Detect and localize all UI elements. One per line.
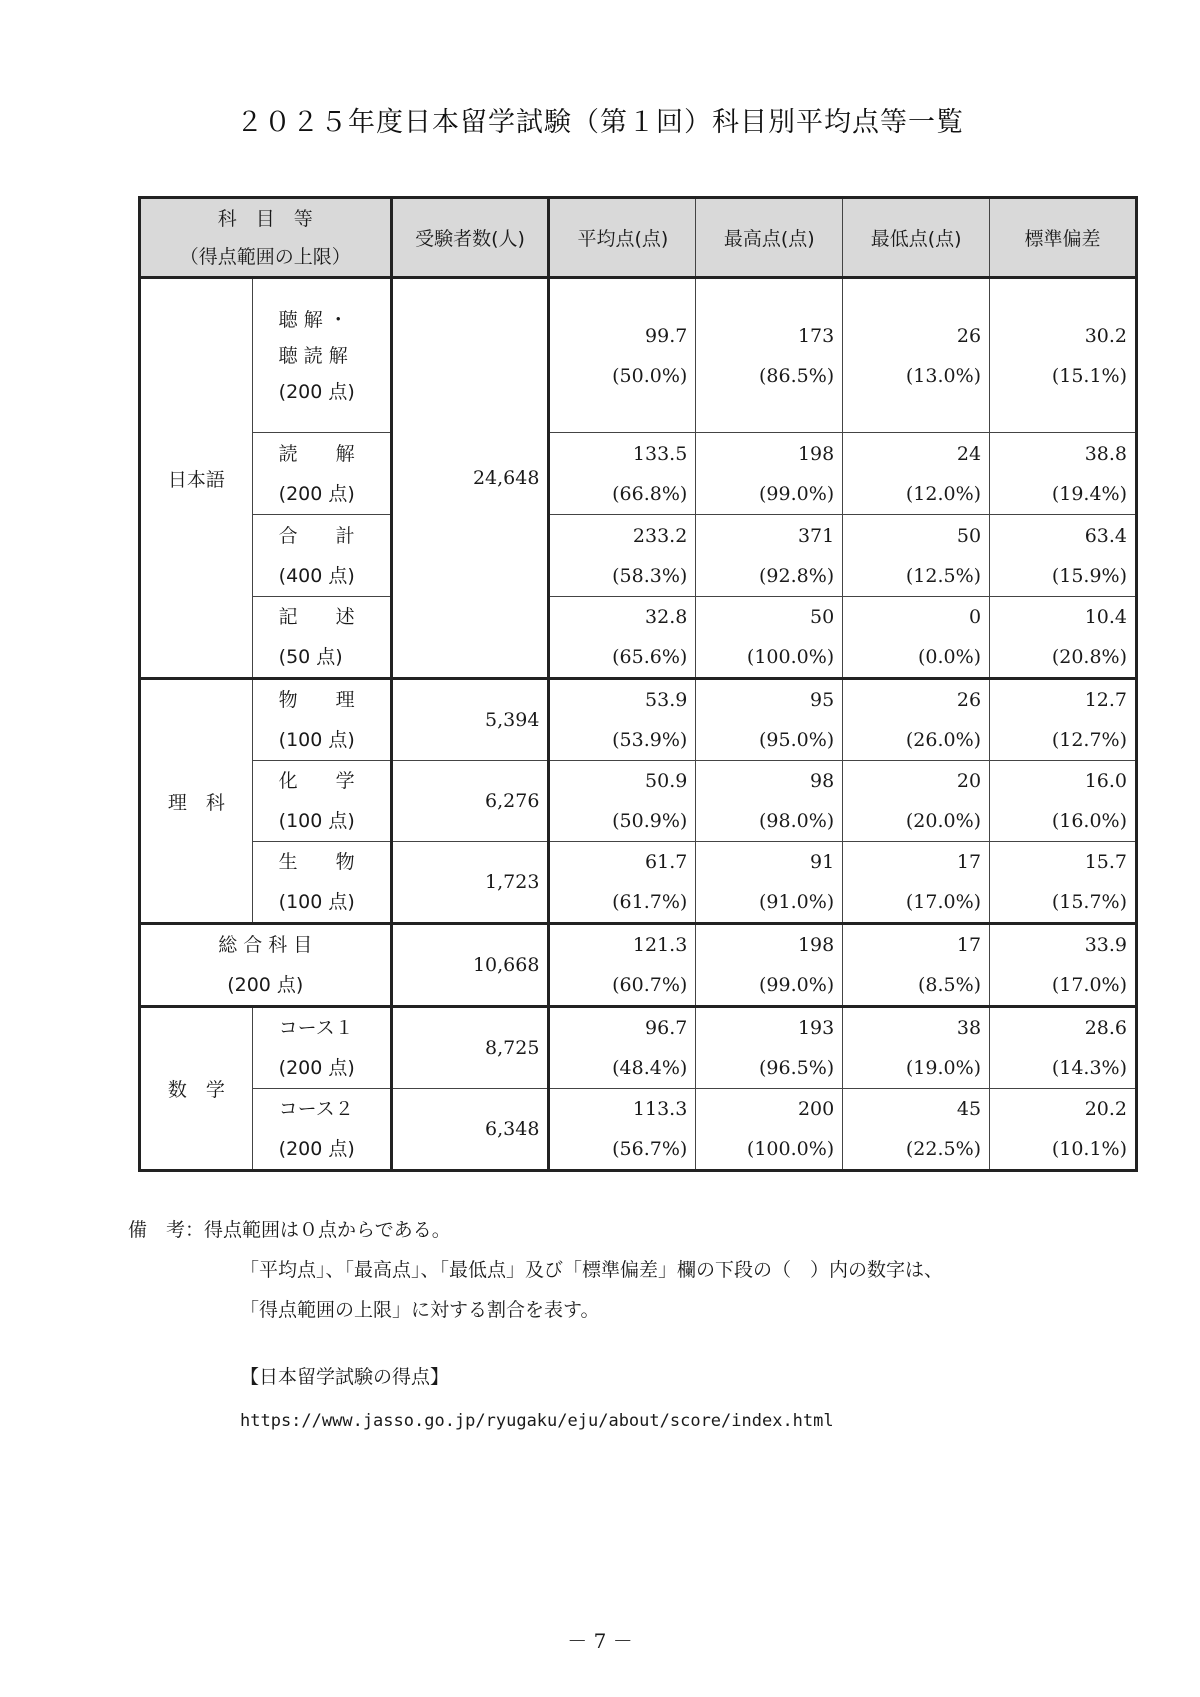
min-cell: 17 (17.0%) [843, 842, 990, 924]
group-label-japanese: 日本語 [140, 278, 253, 679]
min-cell: 26 (13.0%) [843, 278, 990, 433]
sd-cell: 10.4 (20.8%) [990, 597, 1137, 679]
examinee-count: 24,648 [391, 278, 549, 679]
group-label-math: 数 学 [140, 1007, 253, 1171]
min-cell: 38 (19.0%) [843, 1007, 990, 1089]
sd-cell: 12.7 (12.7%) [990, 679, 1137, 761]
sd-cell: 15.7 (15.7%) [990, 842, 1137, 924]
page-title: ２０２５年度日本留学試験（第１回）科目別平均点等一覧 [236, 107, 964, 138]
mean-cell: 233.2 (58.3%) [549, 515, 696, 597]
table-row [140, 278, 1137, 433]
reference-url[interactable]: https://www.jasso.go.jp/ryugaku/eju/about/score/index.html [240, 1411, 834, 1431]
header-min: 最低点(点) [843, 198, 990, 278]
subject-cell: 物 理 (100 点) [252, 679, 391, 761]
max-cell: 95 (95.0%) [696, 679, 843, 761]
reference-heading: 【日本留学試験の得点】 [240, 1366, 450, 1388]
min-cell: 0 (0.0%) [843, 597, 990, 679]
examinee-count: 10,668 [391, 924, 549, 1007]
table-row [140, 1007, 1137, 1089]
mean-cell: 53.9 (53.9%) [549, 679, 696, 761]
examinee-count: 6,276 [391, 761, 549, 842]
examinee-count: 5,394 [391, 679, 549, 761]
min-cell: 26 (26.0%) [843, 679, 990, 761]
reference-link-block [240, 1355, 834, 1443]
remarks-line-2: 「平均点」、「最高点」、「最低点」及び「標準偏差」欄の下段の（ ）内の数字は、 [240, 1259, 944, 1281]
header-row [140, 198, 1137, 278]
header-examinees: 受験者数(人) [391, 198, 549, 278]
header-sd: 標準偏差 [990, 198, 1137, 278]
subject-cell: コース１ (200 点) [252, 1007, 391, 1089]
header-max: 最高点(点) [696, 198, 843, 278]
mean-cell: 50.9 (50.9%) [549, 761, 696, 842]
subject-cell: 合 計 (400 点) [252, 515, 391, 597]
sd-cell: 20.2 (10.1%) [990, 1089, 1137, 1171]
table-row [140, 924, 1137, 1007]
max-cell: 198 (99.0%) [696, 924, 843, 1007]
subject-cell: 聴 解 ・ 聴 読 解 (200 点) [252, 278, 391, 433]
mean-cell: 133.5 (66.8%) [549, 433, 696, 515]
sd-cell: 38.8 (19.4%) [990, 433, 1137, 515]
subject-cell-general: 総 合 科 目 (200 点) [140, 924, 392, 1007]
max-cell: 193 (96.5%) [696, 1007, 843, 1089]
table-row [140, 433, 1137, 515]
examinee-count: 1,723 [391, 842, 549, 924]
score-table [138, 196, 1138, 1172]
sd-cell: 63.4 (15.9%) [990, 515, 1137, 597]
header-mean: 平均点(点) [549, 198, 696, 278]
max-cell: 91 (91.0%) [696, 842, 843, 924]
min-cell: 50 (12.5%) [843, 515, 990, 597]
subject-cell: 読 解 (200 点) [252, 433, 391, 515]
subject-cell: 生 物 (100 点) [252, 842, 391, 924]
mean-cell: 99.7 (50.0%) [549, 278, 696, 433]
table-row [140, 515, 1137, 597]
min-cell: 24 (12.0%) [843, 433, 990, 515]
subject-cell: コース２ (200 点) [252, 1089, 391, 1171]
remarks-line-1: 備 考：得点範囲は０点からである。 [128, 1219, 451, 1241]
table-row [140, 597, 1137, 679]
remarks-line-3: 「得点範囲の上限」に対する割合を表す。 [240, 1299, 600, 1321]
min-cell: 17 (8.5%) [843, 924, 990, 1007]
max-cell: 98 (98.0%) [696, 761, 843, 842]
max-cell: 371 (92.8%) [696, 515, 843, 597]
examinee-count: 8,725 [391, 1007, 549, 1089]
sd-cell: 16.0 (16.0%) [990, 761, 1137, 842]
subject-cell: 化 学 (100 点) [252, 761, 391, 842]
group-label-science: 理 科 [140, 679, 253, 924]
mean-cell: 96.7 (48.4%) [549, 1007, 696, 1089]
min-cell: 20 (20.0%) [843, 761, 990, 842]
header-subject: 科 目 等 （得点範囲の上限） [140, 198, 392, 278]
table-row [140, 1089, 1137, 1171]
subject-cell: 記 述 (50 点) [252, 597, 391, 679]
mean-cell: 61.7 (61.7%) [549, 842, 696, 924]
min-cell: 45 (22.5%) [843, 1089, 990, 1171]
table-row [140, 679, 1137, 761]
sd-cell: 28.6 (14.3%) [990, 1007, 1137, 1089]
max-cell: 200 (100.0%) [696, 1089, 843, 1171]
max-cell: 198 (99.0%) [696, 433, 843, 515]
examinee-count: 6,348 [391, 1089, 549, 1171]
sd-cell: 33.9 (17.0%) [990, 924, 1137, 1007]
table-row [140, 761, 1137, 842]
remarks [128, 1210, 1128, 1330]
max-cell: 50 (100.0%) [696, 597, 843, 679]
max-cell: 173 (86.5%) [696, 278, 843, 433]
mean-cell: 32.8 (65.6%) [549, 597, 696, 679]
page-number: － 7 － [567, 1629, 633, 1653]
sd-cell: 30.2 (15.1%) [990, 278, 1137, 433]
mean-cell: 113.3 (56.7%) [549, 1089, 696, 1171]
mean-cell: 121.3 (60.7%) [549, 924, 696, 1007]
table-row [140, 842, 1137, 924]
